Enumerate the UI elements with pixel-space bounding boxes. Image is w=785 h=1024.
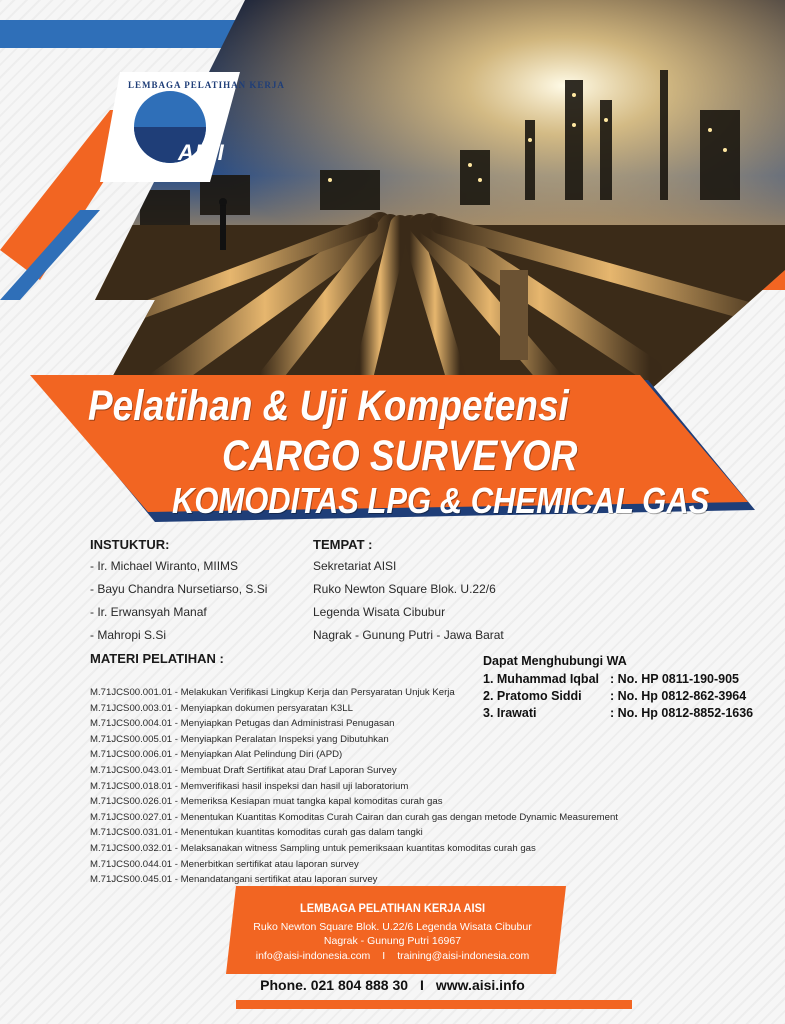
list-item: - Ir. Michael Wiranto, MIIMS [90,559,239,573]
list-item: M.71JCS00.004.01 - Menyiapkan Petugas dan Administrasi Penugasan [90,718,395,730]
contact-name: 1. Muhammad Iqbal [483,672,599,686]
phone-number[interactable]: Phone. 021 804 888 30 [260,977,409,993]
hero-banner [0,0,785,390]
contact-row [483,671,773,688]
refinery-photo [0,0,785,390]
footer-org-name: LEMBAGA PELATIHAN KERJA AISI [299,901,486,915]
title-line-3: KOMODITAS LPG & CHEMICAL GAS [172,480,710,521]
logo-wordmark: AISI [178,140,225,165]
list-item: M.71JCS00.032.01 - Melaksanakan witness Sampling untuk pemeriksaan kuantitas komoditas curah gas [90,842,536,854]
list-item: Legenda Wisata Cibubur [313,605,446,619]
list-item: M.71JCS00.006.01 - Menyiapkan Alat Pelindung Diri (APD) [90,749,343,761]
list-item: M.71JCS00.045.01 - Menandatangani sertifikat atau laporan survey [90,874,378,886]
contact-box [483,654,773,722]
venue-heading: TEMPAT : [313,537,373,552]
list-item: - Ir. Erwansyah Manaf [90,605,207,619]
title-line-1: Pelatihan & Uji Kompetensi [88,382,569,430]
contact-phone[interactable]: : No. HP 0811-190-905 [610,672,740,686]
title-line-2: CARGO SURVEYOR [222,432,578,480]
list-item: M.71JCS00.003.01 - Menyiapkan dokumen persyaratan K3LL [90,702,353,714]
blue-stripe [0,20,250,48]
contact-row [483,705,773,722]
phone-website-line [0,977,785,993]
contact-phone[interactable]: : No. Hp 0812-862-3964 [610,689,747,703]
aisi-logo [100,72,285,182]
list-item: Nagrak - Gunung Putri - Jawa Barat [313,628,504,642]
list-item: - Bayu Chandra Nursetiarso, S.Si [90,582,268,596]
venue-list [313,555,504,647]
email-link[interactable]: info@aisi-indonesia.com [255,950,371,962]
contact-title: Dapat Menghubungi WA [483,654,627,668]
website-link[interactable]: www.aisi.info [435,977,525,993]
separator: I [382,950,386,962]
separator: I [420,977,424,993]
contact-name: 3. Irawati [483,706,537,720]
logo-arc-text: LEMBAGA PELATIHAN KERJA [128,80,285,90]
list-item: M.71JCS00.005.01 - Menyiapkan Peralatan Inspeksi yang Dibutuhkan [90,733,389,745]
list-item: M.71JCS00.044.01 - Menerbitkan sertifikat atau laporan survey [90,858,359,870]
list-item: Ruko Newton Square Blok. U.22/6 [313,582,496,596]
list-item: - Mahropi S.Si [90,628,167,642]
list-item: M.71JCS00.043.01 - Membuat Draft Sertifikat atau Draf Laporan Survey [90,764,397,776]
instructor-list [90,555,267,647]
footer-address: Ruko Newton Square Blok. U.22/6 Legenda Wisata Cibubur [253,921,532,933]
instructor-heading: INSTUKTUR: [90,537,170,552]
list-item: M.71JCS00.027.01 - Menentukan Kuantitas Komoditas Curah Cairan dan curah gas dengan metode Dynamic Measurement [90,811,618,823]
footer-city: Nagrak - Gunung Putri 16967 [323,935,462,947]
materials-heading: MATERI PELATIHAN : [90,651,224,666]
list-item: M.71JCS00.001.01 - Melakukan Verifikasi Lingkup Kerja dan Persyaratan Unjuk Kerja [90,687,455,698]
list-item: Sekretariat AISI [313,559,397,573]
list-item: M.71JCS00.031.01 - Menentukan kuantitas komoditas curah gas dalam tangki [90,827,423,839]
contact-name: 2. Pratomo Siddi [483,689,582,703]
email-link[interactable]: training@aisi-indonesia.com [397,950,530,962]
list-item: M.71JCS00.026.01 - Memeriksa Kesiapan muat tangka kapal komoditas curah gas [90,796,443,808]
contact-phone[interactable]: : No. Hp 0812-8852-1636 [610,706,754,720]
contact-row [483,688,773,705]
list-item: M.71JCS00.018.01 - Memverifikasi hasil inspeksi dan hasil uji laboratorium [90,780,409,792]
bottom-accent-bar [236,1000,632,1009]
footer-emails [0,950,785,962]
